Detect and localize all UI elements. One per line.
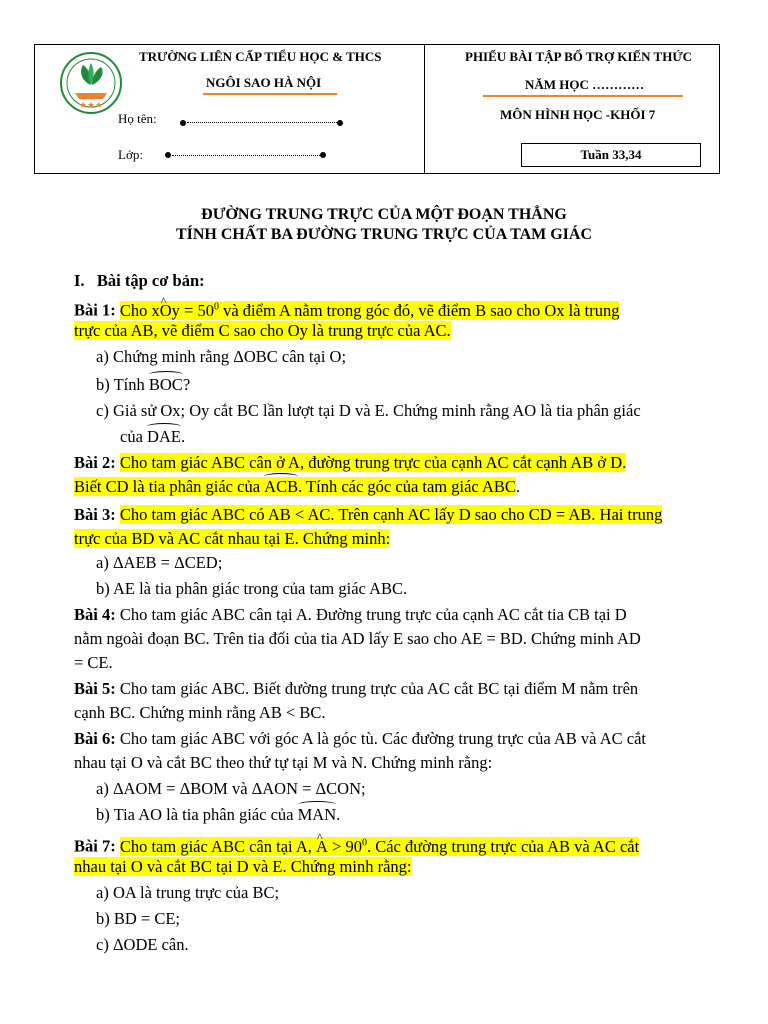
- bai7-part-b: b) BD = CE;: [96, 909, 181, 928]
- class-label: Lớp:: [118, 147, 143, 162]
- school-year: NĂM HỌC …………: [525, 77, 645, 92]
- bai6-part-a: a) ΔAOM = ΔBOM và ΔAON = ΔCON;: [96, 779, 366, 798]
- section-number: I.: [74, 271, 85, 290]
- school-logo-icon: [59, 51, 123, 115]
- bai3-label: Bài 3:: [74, 505, 116, 524]
- bai3-line2: trực của BD và AC cắt nhau tại E. Chứng minh:: [74, 529, 391, 548]
- sheet-title: PHIẾU BÀI TẬP BỔ TRỢ KIẾN THỨC: [465, 49, 693, 64]
- header-divider: [424, 45, 425, 173]
- bai7-part-c: c) ΔODE cân.: [96, 935, 189, 954]
- bai1-part-c2: của DAE.: [120, 427, 186, 446]
- bai7-line2: nhau tại O và cắt BC tại D và E. Chứng minh rằng:: [74, 857, 412, 876]
- section-heading: [74, 270, 205, 292]
- bai5-line1: Bài 5: Cho tam giác ABC. Biết đường trung trực của AC cắt BC tại điểm M nằm trên: [74, 679, 639, 698]
- week-badge: Tuần 33,34: [521, 143, 701, 167]
- subject-label: MÔN HÌNH HỌC -KHỐI 7: [500, 107, 656, 122]
- bai4-line1: Bài 4: Cho tam giác ABC cân tại A. Đường trung trực của cạnh AC cắt tia CB tại D: [74, 605, 627, 624]
- bai2-label: Bài 2:: [74, 453, 116, 472]
- bai2-line2: Biết CD là tia phân giác của ACB. Tính các góc của tam giác ABC.: [74, 477, 521, 496]
- class-field-end-dot: [320, 152, 326, 158]
- bai7-part-a: a) OA là trung trực của BC;: [96, 883, 280, 902]
- school-name-underline: [203, 93, 337, 95]
- bai7-line1: Bài 7: Cho tam giác ABC cân tại A, ^ $A > 90^0$. Các đường trung trực của AB và AC cắt: [74, 832, 639, 858]
- name-label: Họ tên:: [118, 111, 157, 126]
- section-label: Bài tập cơ bản:: [96, 271, 205, 290]
- name-field[interactable]: [187, 122, 337, 123]
- bai5-line2: cạnh BC. Chứng minh rằng AB < BC.: [74, 703, 326, 722]
- title-line2: TÍNH CHẤT BA ĐƯỜNG TRUNG TRỰC CỦA TAM GIÁC: [175, 226, 593, 243]
- bai3-line1: Bài 3: Cho tam giác ABC có AB < AC. Trên cạnh AC lấy D sao cho CD = AB. Hai trung: [74, 505, 663, 524]
- bai1-line1: [74, 296, 619, 322]
- class-field-start-dot: [165, 152, 171, 158]
- bai7-label: Bài 7:: [74, 836, 116, 856]
- bai4-line3: = CE.: [74, 653, 113, 672]
- school-year-underline: [483, 95, 683, 97]
- name-field-end-dot: [337, 120, 343, 126]
- bai6-line2: nhau tại O và cắt BC theo thứ tự tại M và N. Chứng minh rằng:: [74, 753, 493, 772]
- class-field[interactable]: [172, 155, 320, 156]
- bai1-part-a: a) Chứng minh rằng ΔOBC cân tại O;: [96, 347, 347, 366]
- bai4-label: Bài 4:: [74, 605, 116, 624]
- bai6-label: Bài 6:: [74, 729, 116, 748]
- bai1-part-b: b) Tính BOC?: [96, 375, 191, 394]
- bai3-part-a: a) ΔAEB = ΔCED;: [96, 553, 223, 572]
- title-line1: ĐƯỜNG TRUNG TRỰC CỦA MỘT ĐOẠN THẲNG: [201, 206, 567, 223]
- bai1-text1: Cho x^ $Oy = 50^0$ và điểm A nằm trong góc đó, vẽ điểm B sao cho Ox là trung: [120, 301, 620, 320]
- school-name-line2: NGÔI SAO HÀ NỘI: [206, 75, 322, 90]
- name-field-start-dot: [180, 120, 186, 126]
- bai5-label: Bài 5:: [74, 679, 116, 698]
- header-box: [34, 44, 720, 174]
- bai6-line1: Bài 6: Cho tam giác ABC với góc A là góc tù. Các đường trung trực của AB và AC cắt: [74, 729, 646, 748]
- bai3-part-b: b) AE là tia phân giác trong của tam giác ABC.: [96, 579, 408, 598]
- school-name-line1: TRƯỜNG LIÊN CẤP TIỂU HỌC & THCS: [139, 49, 382, 64]
- bai1-line2: trực của AB, vẽ điểm C sao cho Oy là trung trực của AC.: [74, 321, 451, 340]
- bai1-label: Bài 1:: [74, 300, 116, 320]
- bai6-part-b: b) Tia AO là tia phân giác của MAN.: [96, 805, 341, 824]
- bai2-line1: Bài 2: Cho tam giác ABC cân ở A, đường trung trực của cạnh AC cắt cạnh AB ở D.: [74, 453, 627, 472]
- bai4-line2: nằm ngoài đoạn BC. Trên tia đối của tia AD lấy E sao cho AE = BD. Chứng minh AD: [74, 629, 641, 648]
- bai1-part-c1: c) Giả sử Ox; Oy cắt BC lần lượt tại D và E. Chứng minh rằng AO là tia phân giác: [96, 401, 641, 420]
